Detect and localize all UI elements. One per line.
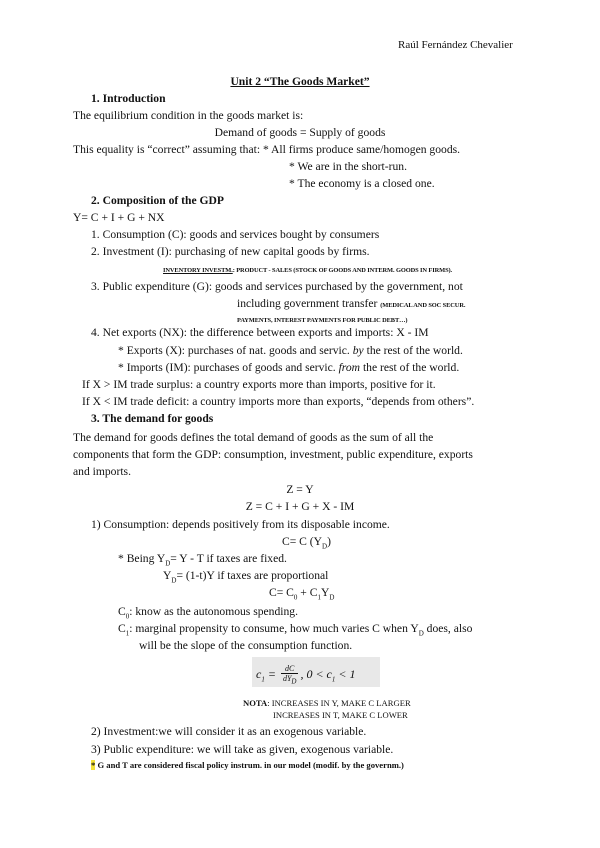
c1-sub2: D — [418, 629, 424, 638]
c0-text: C — [118, 605, 126, 618]
s1-equilibrium-equation: Demand of goods = Supply of goods — [214, 126, 386, 139]
equation-z-y: Z = Y — [286, 483, 314, 496]
c-eq-end: ) — [327, 535, 331, 548]
formula-fraction — [281, 664, 299, 687]
inventory-note-text: : PRODUCT - SALES (STOCK OF GOODS AND INTERM. GOODS IN FIRMS). — [232, 267, 453, 274]
yd2-sub: D — [171, 576, 177, 585]
yd1-sub: D — [165, 559, 171, 568]
mpc-formula — [256, 664, 356, 687]
formula-den-text: dY — [282, 674, 292, 683]
transfer-note-line-2: PAYMENTS, INTEREST PAYMENTS FOR PUBLIC DEBT…) — [237, 317, 408, 324]
formula-range-tail: < 1 — [335, 667, 356, 682]
formula-den-sub: D — [291, 677, 297, 686]
s1-assumption-2: * We are in the short-run. — [289, 160, 407, 173]
s3-paragraph-line-3: and imports. — [73, 465, 131, 478]
footnote — [91, 759, 404, 771]
yd1-tail: = Y - T if taxes are fixed. — [170, 552, 287, 565]
inventory-note-label: INVENTORY INVESTM. — [163, 267, 233, 274]
formula-range-sub: 1 — [331, 675, 336, 684]
clin-subd: D — [329, 593, 335, 602]
c-eq-text: C= C (Y — [282, 535, 323, 548]
list-item-consumption-function: 1) Consumption: depends positively from its disposable income. — [91, 518, 390, 531]
exports-definition — [118, 343, 463, 358]
imports-definition — [118, 360, 459, 375]
yd1-text: * Being Y — [118, 552, 166, 565]
c1-sub: 1 — [125, 629, 130, 638]
imports-from: from — [338, 361, 361, 374]
section-1-heading: 1. Introduction — [91, 92, 166, 105]
inventory-note — [163, 263, 452, 278]
list-item-investment-exogenous: 2) Investment:we will consider it as an exogenous variable. — [91, 725, 367, 738]
s1-assumption-3: * The economy is a closed one. — [289, 177, 435, 190]
yd2-tail: = (1-t)Y if taxes are proportional — [176, 569, 329, 582]
s3-paragraph-line-1: The demand for goods defines the total demand of goods as the sum of all the — [73, 431, 434, 444]
nota-text-1: : INCREASES IN Y, MAKE C LARGER — [267, 698, 411, 708]
public-expenditure-line-2 — [237, 296, 465, 313]
c1-text: C — [118, 622, 126, 635]
list-item-public-exogenous: 3) Public expenditure: we will take as given, exogenous variable. — [91, 743, 394, 756]
yd2-text: Y — [163, 569, 172, 582]
c-eq-sub: D — [322, 542, 328, 551]
formula-numerator: dC — [281, 664, 299, 674]
formula-lhs: c — [256, 667, 262, 682]
footnote-star: * — [91, 760, 96, 770]
c1-tail: does, also — [423, 622, 473, 635]
equation-z-sum: Z = C + I + G + X - IM — [245, 500, 355, 513]
list-item-net-exports: 4. Net exports (NX): the difference between exports and imports: X - IM — [91, 326, 429, 339]
footnote-text: G and T are considered fiscal policy instrum. in our model (modif. by the governm.) — [95, 760, 404, 770]
s1-paragraph-1: The equilibrium condition in the goods market is: — [73, 109, 304, 122]
list-item-public-expenditure: 3. Public expenditure (G): goods and services purchased by the government, not — [91, 280, 463, 293]
c1-definition-line-2: will be the slope of the consumption function. — [139, 639, 353, 652]
nota-label: NOTA — [243, 698, 268, 708]
nota-line-2: INCREASES IN T, MAKE C LOWER — [273, 710, 408, 720]
c0-sub: 0 — [125, 612, 130, 621]
exports-by: by — [352, 344, 364, 357]
transfer-note: (MEDICAL AND SOC SECUR. — [380, 302, 466, 309]
clin-sub1: 1 — [317, 593, 321, 602]
author-name: Raúl Fernández Chevalier — [398, 39, 513, 51]
page-title: Unit 2 “The Goods Market” — [230, 75, 370, 88]
trade-surplus: If X > IM trade surplus: a country exports more than imports, positive for it. — [82, 378, 436, 391]
c1-mid: : marginal propensity to consume, how much varies C when Y — [129, 622, 419, 635]
linear-consumption-equation — [269, 585, 334, 605]
transfer-text: including government transfer — [237, 297, 378, 310]
imports-text: * Imports (IM): purchases of goods and servic. — [118, 361, 336, 374]
clin-y: Y — [320, 586, 330, 599]
section-3-heading: 3. The demand for goods — [91, 412, 214, 425]
formula-equals: = — [264, 667, 279, 682]
formula-lhs-sub: 1 — [261, 675, 265, 684]
section-2-heading: 2. Composition of the GDP — [91, 194, 225, 207]
equation-c-yd — [282, 534, 331, 554]
gdp-equation: Y= C + I + G + NX — [73, 211, 165, 224]
s1-paragraph-2: This equality is “correct” assuming that: * All firms produce same/homogen goods. — [73, 143, 461, 156]
c0-tail: : know as the autonomous spending. — [129, 605, 298, 618]
exports-tail: the rest of the world. — [366, 344, 463, 357]
s3-paragraph-line-2: components that form the GDP: consumption, investment, public expenditure, exports — [73, 448, 473, 461]
clin-text: C= C — [269, 586, 294, 599]
exports-text: * Exports (X): purchases of nat. goods and servic. — [118, 344, 350, 357]
clin-mid: + C — [297, 586, 318, 599]
nota-line-1 — [243, 697, 411, 709]
clin-sub0: 0 — [293, 593, 298, 602]
list-item-investment: 2. Investment (I): purchasing of new capital goods by firms. — [91, 245, 370, 258]
list-item-consumption: 1. Consumption (C): goods and services bought by consumers — [91, 228, 380, 241]
formula-denominator — [281, 674, 299, 687]
formula-range: , 0 < c — [300, 667, 332, 682]
trade-deficit: If X < IM trade deficit: a country imports more than exports, “depends from others”. — [82, 395, 475, 408]
imports-tail: the rest of the world. — [362, 361, 460, 374]
